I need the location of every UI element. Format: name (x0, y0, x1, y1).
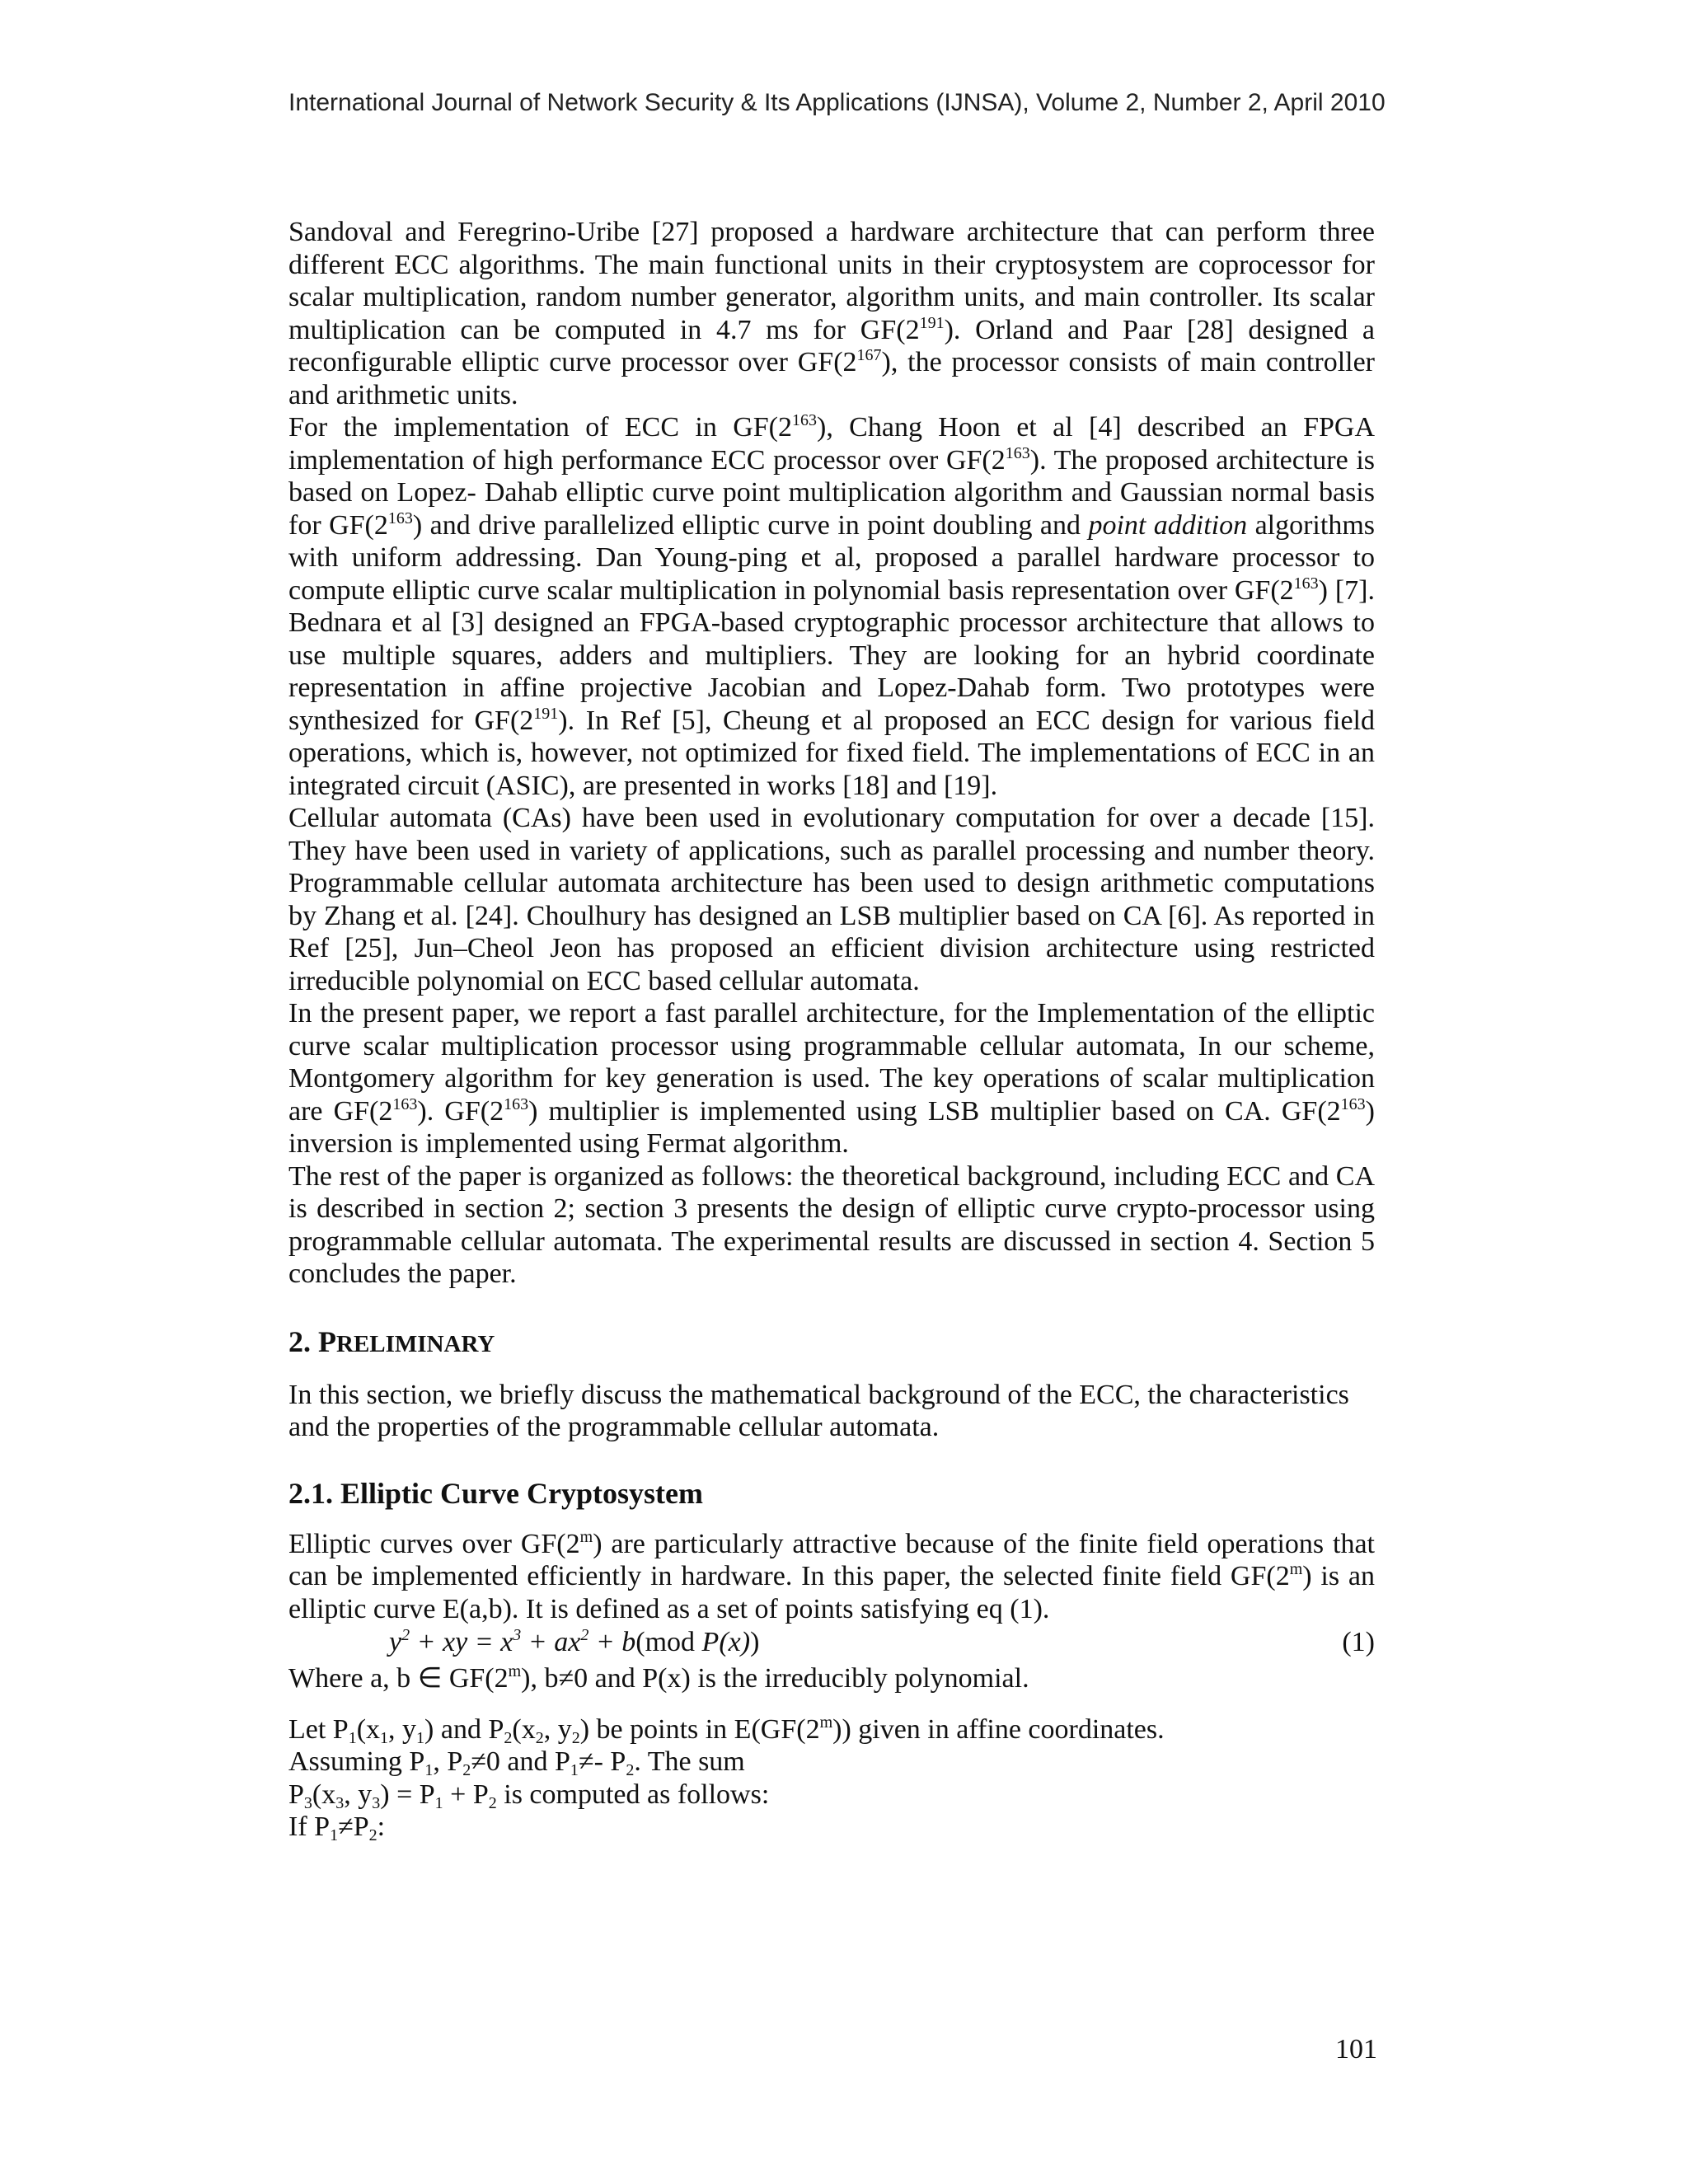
paragraph-elliptic-curves: Elliptic curves over GF(2$^m$) are particularly attractive because of the finite field operations that can be implemented efficiently in hardware. In this paper, the selected finite field GF(2$^m$) is an elliptic curve E(a,b). It is defined as a set of points satisfying eq (1). (288, 1527, 1376, 1624)
line-let-points: Let $P_1(x_1$, $y_1$) and $P_2(x_2$, $y_2$) be points in E(GF(2$^m$)) given in affine coordinates. (288, 1713, 1165, 1747)
paragraph-ecc-implementations: For the implementation of ECC in $GF(2^{163})$, Chang Hoon et al [4] described an FPGA implementation of high performance ECC processor over $GF(2^{163})$. The proposed architecture is based on Lopez- Dahab elliptic curve point multiplication algorithm and Gaussian normal basis for $GF(2^{163})$ and drive parallelized elliptic curve in point doubling and point addition algorithms with uniform addressing. Dan Young-ping et al, proposed a parallel hardware processor to compute elliptic curve scalar multiplication in polynomial basis representation over $GF(2^{163})$ [7]. Bednara et al [3] designed an FPGA-based cryptographic processor architecture that allows to use multiple squares, adders and multipliers. They are looking for an hybrid coordinate representation in affine projective Jacobian and Lopez-Dahab form. Two prototypes were synthesized for $GF(2^{191})$. In Ref [5], Cheung et al proposed an ECC design for various field operations, which is, however, not optimized for fixed field. The implementations of ECC in an integrated circuit (ASIC), are presented in works [18] and [19]. (288, 411, 1376, 801)
paragraph-where: Where a, b ∈ GF(2$^m$), b≠0 and P(x) is the irreducibly polynomial. (288, 1662, 1029, 1694)
body-text (288, 216, 1375, 1844)
equation-expression: $y^2$ + xy = $x^3 + ax^2 + b(mod$ P(x)) (389, 1626, 760, 1657)
paragraph-hardware-architectures: Sandoval and Feregrino-Uribe [27] proposed a hardware architecture that can perform three different ECC algorithms. The main functional units in their cryptosystem are coprocessor for scalar multiplication, random number generator, algorithm units, and main controller. Its scalar multiplication can be computed in 4.7 ms for $GF(2^{191})$. Orland and Paar [28] designed a reconfigurable elliptic curve processor over $GF(2^{167})$, the processor consists of main controller and arithmetic units. (288, 217, 1375, 410)
page-number: 101 (1335, 2034, 1377, 2064)
point-addition-definition (288, 1713, 1375, 1844)
running-header: International Journal of Network Security & Its Applications (IJNSA), Volume 2, Number 2, April 2010 (288, 89, 1386, 116)
section-heading-preliminary: 2. PRELIMINARY (288, 1324, 495, 1358)
equation-1 (288, 1626, 1375, 1662)
subsection-heading-ecc: 2.1. Elliptic Curve Cryptosystem (288, 1476, 703, 1510)
paragraph-section2-intro: In this section, we briefly discuss the mathematical background of the ECC, the characteristics and the properties of the programmable cellular automata. (288, 1379, 1349, 1442)
line-sum: $P_3(x_3$, $y_3) = P_1 + P_2$ is computed as follows: (288, 1779, 770, 1812)
element-of-symbol: ∈ (417, 1663, 443, 1694)
paragraph-cellular-automata: Cellular automata (CAs) have been used in evolutionary computation for over a decade [15]. They have been used in variety of applications, such as parallel processing and number theory. Programmable cellular automata architecture has been used to design arithmetic computations by Zhang et al. [24]. Choulhury has designed an LSB multiplier based on CA [6]. As reported in Ref [25], Jun–Cheol Jeon has proposed an efficient division architecture using restricted irreducible polynomial on ECC based cellular automata. (288, 803, 1375, 996)
paragraph-present-paper: In the present paper, we report a fast parallel architecture, for the Implementation of the elliptic curve scalar multiplication processor using programmable cellular automata, In our scheme, Montgomery algorithm for key generation is used. The key operations of scalar multiplication are $GF(2^{163})$. $GF(2^{163})$ multiplier is implemented using LSB multiplier based on CA. $GF(2^{163})$ inversion is implemented using Fermat algorithm. (288, 998, 1375, 1159)
not-equal-symbol: ≠ (558, 1663, 574, 1694)
line-if-condition: If $P_1\ne P_2$: (288, 1811, 386, 1844)
line-assuming: Assuming $P_1$, $P_2\ne 0$ and $P_1\ne-$ $P_2$. The sum (288, 1746, 745, 1779)
equation-number: (1) (1342, 1627, 1375, 1657)
paragraph-organization: The rest of the paper is organized as follows: the theoretical background, including ECC and CA is described in section 2; section 3 presents the design of elliptic curve crypto-processor using programmable cellular automata. The experimental results are discussed in section 4. Section 5 concludes the paper. (288, 1160, 1375, 1289)
